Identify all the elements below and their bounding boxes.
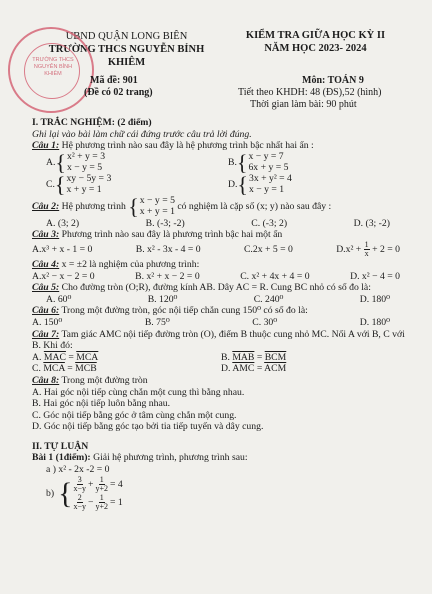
q7-label: Câu 7: (32, 328, 60, 340)
q5-text: Cho đường tròn (O;R), đường kính AB. Dây AC = R. Cung BC nhỏ có số đo là: (61, 282, 371, 294)
q8-option-d: D. Góc nội tiếp bằng góc tạo bởi tia tiếp tuyến và dây cung. (32, 421, 264, 433)
bai1-b-eq2: $\frac{2}{x-y}$ − $\frac{1}{y+2}$ = 1 (73, 492, 123, 512)
q6-option-c: C. 30⁰ (252, 316, 278, 328)
q4-option-d: D. x² − 4 = 0 (350, 270, 400, 282)
brace-icon: { (54, 171, 66, 197)
brace-icon: { (128, 193, 139, 219)
bai1-label: Bài 1 (1điểm): (32, 452, 91, 464)
part1-instruction: Ghi lại vào bài làm chữ cái đứng trước câu trả lời đúng. (32, 128, 252, 140)
q5-option-c: C. 240⁰ (253, 293, 284, 305)
brace-icon: { (58, 476, 73, 510)
bai1-b-system (73, 476, 122, 512)
q6-option-d: D. 180⁰ (359, 316, 390, 328)
q4-label: Câu 4: (32, 258, 60, 270)
q3-option-a: A.x³ + x - 1 = 0 (32, 244, 93, 256)
q1-label: Câu 1: (32, 140, 60, 152)
bai1-text: Giải hệ phương trình, phương trình sau: (93, 452, 248, 464)
q2-options (32, 218, 410, 230)
q4-options (32, 271, 410, 283)
part1-title: I. TRẮC NGHIỆM: (2 điểm) (32, 117, 152, 128)
question-8 (32, 375, 410, 387)
q2-system: { x − y = 5 x + y = 1 (128, 193, 175, 219)
q8-label: Câu 8: (32, 374, 60, 386)
question-7 (32, 329, 410, 352)
bai1-a: a ) x² - 2x -2 = 0 (46, 464, 110, 476)
q5-option-b: B. 120⁰ (147, 293, 178, 305)
q7-options-row2 (32, 363, 410, 375)
q5-label: Câu 5: (32, 282, 60, 294)
q1-option-c: C. { xy − 5y = 3 x + y = 1 (46, 171, 112, 197)
q1-option-b: B. { x − y = 7 6x + y = 5 (228, 149, 289, 175)
q1-options-row1 (32, 149, 410, 175)
brace-icon: { (237, 171, 248, 197)
q3-options (32, 241, 410, 259)
exam-title (221, 8, 410, 69)
q6-label: Câu 6: (32, 305, 60, 317)
q4-option-a: A.x² − x − 2 = 0 (32, 270, 95, 282)
q2-post: có nghiệm là cặp số (x; y) nào sau đây : (177, 201, 332, 212)
lesson-plan: Tiết theo KHDH: 48 (ĐS),52 (hình) (238, 87, 382, 98)
q7-option-c: C. $\overline{MCA} = \overline{MCB}$ (32, 363, 97, 375)
q3-option-d: D.x² + $\frac{1}{x}$ + 2 = 0 (336, 239, 400, 259)
question-6 (32, 305, 410, 317)
bai1 (32, 452, 410, 464)
school-name: TRƯỜNG THCS NGUYỄN BỈNH KHIÊM (48, 44, 205, 68)
q3-text: Phương trình nào sau đây là phương trình bậc hai một ẩn (61, 229, 283, 241)
question-4 (32, 259, 410, 271)
question-5 (32, 282, 410, 294)
q2-option-d: D. (3; -2) (353, 217, 390, 229)
q6-text: Trong một đường tròn, góc nội tiếp chắn cung 150⁰ có số đo là: (61, 305, 308, 317)
exam-body (32, 117, 410, 512)
bai1-b-eq1: $\frac{3}{x-y}$ + $\frac{1}{y+2}$ = 4 (73, 474, 123, 494)
q3-option-c: C.2x + 5 = 0 (243, 244, 293, 256)
q8-option-b: B. Hai góc nội tiếp luôn bằng nhau. (32, 398, 171, 410)
q5-option-d: D. 180⁰ (359, 293, 390, 305)
q1-options-row2 (32, 171, 410, 197)
question-3 (32, 229, 410, 241)
fraction: $\frac{1}{x}$ (364, 239, 369, 259)
q5-option-a: A. 60⁰ (46, 293, 72, 305)
school-year: NĂM HỌC 2023- 2024 (264, 43, 367, 54)
q3-label: Câu 3: (32, 229, 60, 241)
q2-option-a: A. (3; 2) (46, 217, 80, 229)
part2-title: II. TỰ LUẬN (32, 440, 89, 452)
q1-option-a: A. { x² + y = 3 x − y = 5 (46, 149, 106, 175)
q8-option-a: A. Hai góc nội tiếp cùng chắn một cung thì bằng nhau. (32, 386, 245, 398)
q7-text: Tam giác AMC nội tiếp đường tròn (O), điểm B thuộc cung nhỏ MC. Nối A với B, C với B. Khi đó: (32, 328, 405, 352)
q4-option-b: B. x² + x − 2 = 0 (135, 270, 200, 282)
q4-option-c: C. x² + 4x + 4 = 0 (240, 270, 310, 282)
q2-option-c: C. (-3; 2) (251, 217, 288, 229)
bai1-b: b) { $\frac{3}{x-y}$ + $\frac{1}{y+2}$ = 4 $\frac{2}{x-y}$ − $\frac{1}{y+2}$ = 1 (46, 474, 123, 512)
q6-options (32, 317, 410, 329)
q7-option-d: D. $\overline{AMC} = \overline{ACM}$ (221, 363, 287, 375)
brace-icon: { (236, 149, 248, 175)
q6-option-a: A. 150⁰ (32, 316, 63, 328)
q6-option-b: B. 75⁰ (144, 316, 170, 328)
q8-text: Trong một đường tròn (61, 374, 148, 386)
q5-options (32, 294, 410, 306)
question-1 (32, 140, 410, 152)
q7-options-row1 (32, 352, 410, 364)
page-count: (Đề có 02 trang) (84, 87, 153, 98)
time-limit: Thời gian làm bài: 90 phút (250, 99, 357, 110)
question-2 (32, 193, 410, 219)
q2-label: Câu 2: (32, 201, 60, 212)
q7-option-b: B. $\overline{MAB} = \overline{BCM}$ (221, 351, 287, 363)
exam-code: Mã đề: 901 (90, 75, 138, 86)
district-name: UBND QUẬN LONG BIÊN (65, 31, 188, 42)
q1-option-d: D. { 3x + y² = 4 x − y = 1 (228, 171, 292, 197)
q2-option-b: B. (-3; -2) (145, 217, 185, 229)
subject: Môn: TOÁN 9 (302, 75, 364, 86)
q7-option-a: A. $\overline{MAC} = \overline{MCA}$ (32, 351, 99, 363)
stamp-text: TRƯỜNG THCS NGUYỄN BỈNH KHIÊM (32, 57, 74, 77)
q2-pre: Hệ phương trình (61, 201, 126, 212)
q4-text: x = ±2 là nghiệm của phương trình: (61, 258, 200, 270)
q3-option-b: B. x² - 3x - 4 = 0 (135, 244, 201, 256)
exam-name: KIỂM TRA GIỮA HỌC KỲ II (245, 30, 386, 41)
brace-icon: { (55, 149, 66, 175)
exam-meta (32, 75, 410, 110)
q8-option-c: C. Góc nội tiếp bằng góc ở tâm cùng chắn một cung. (32, 409, 237, 421)
q1-text: Hệ phương trình nào sau đây là hệ phương trình bậc nhất hai ẩn : (61, 140, 314, 152)
